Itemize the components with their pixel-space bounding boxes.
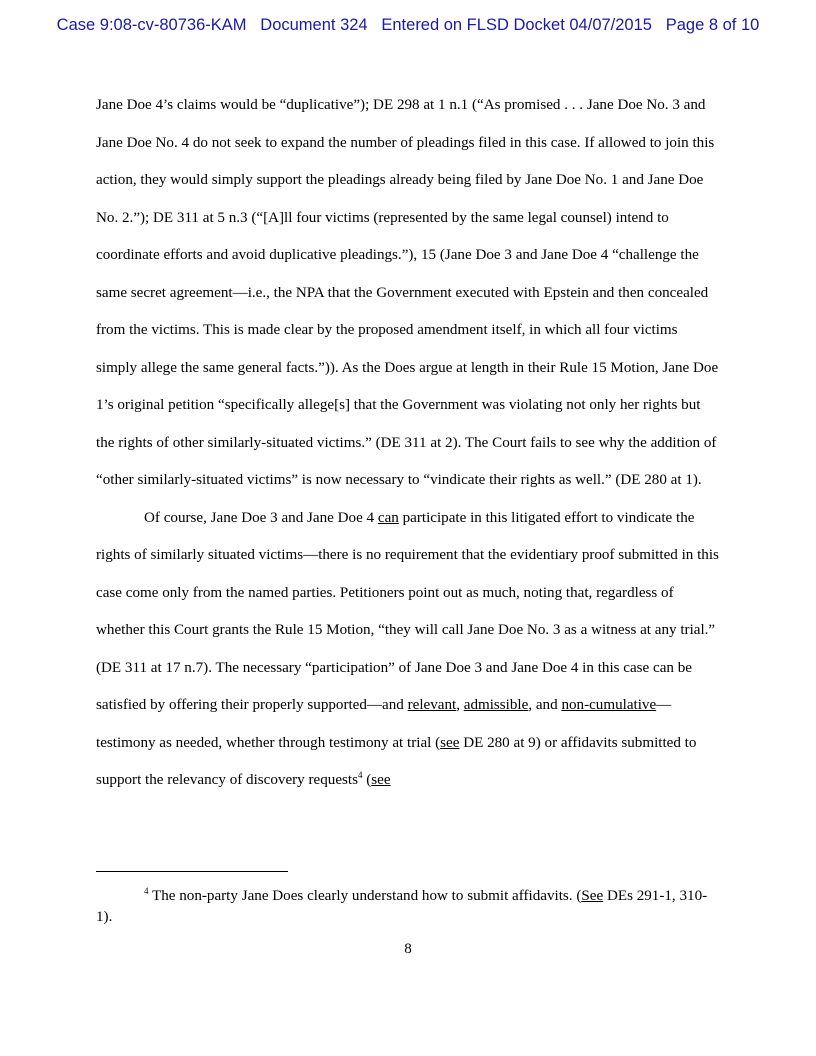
document-number: Document 324 <box>260 16 368 34</box>
p2-underline-can: can <box>377 509 399 526</box>
footnote-text-1: The non-party Jane Does clearly understand how to submit affidavits. ( <box>148 888 582 904</box>
p2-underline-see-2: see <box>371 772 391 788</box>
p2-text-2: participate in this litigated effort to vindicate the rights of similarly situated victims—there is no requirement that the evidentiary proof submitted in this case come only from the named parties. Petitioners point out as much, noting that, regardless of whether this Court grants the Rule 15 Motion, “they will call Jane Doe No. 3 as a witness at any trial.” (DE 311 at 17 n.7). The necessary “participation” of Jane Doe 3 and Jane Doe 4 in this case can be satisfied by offering their properly supported—and <box>96 509 719 713</box>
p2-underline-non-cumulative: non-cumulative <box>561 697 657 713</box>
paragraph-1-text: Jane Doe 4’s claims would be “duplicative”); DE 298 at 1 n.1 (“As promised . . . Jane Doe No. 3 and Jane Doe No. 4 do not seek to expand the number of pleadings filed in this case. If allowed to join this action, they would simply support the pleadings already being filed by Jane Doe No. 1 and Jane Doe No. 2.”); DE 311 at 5 n.3 (“[A]ll four victims (represented by the same legal counsel) intend to coordinate efforts and avoid duplicative pleadings.”), 15 (Jane Doe 3 and Jane Doe 4 “challenge the same secret agreement—i.e., the NPA that the Government executed with Epstein and then concealed from the victims. This is made clear by the proposed amendment itself, in which all four victims simply allege the same general facts.”)). As the Does argue at length in their Rule 15 Motion, Jane Doe 1’s original petition “specifically allege[s] that the Government was violating not only her rights but the rights of other similarly-situated victims.” (DE 311 at 2). The Court fails to see why the addition of “other similarly-situated victims” is now necessary to “vindicate their rights as well.” (DE 280 at 1). <box>96 97 719 488</box>
docket-header <box>0 16 816 35</box>
p2-underline-admissible: admissible <box>463 697 529 713</box>
p2-text-6: DE 280 at 9) or affidavits submitted to support the relevancy of discovery requests <box>96 734 697 788</box>
footnote-underline-see: See <box>581 888 604 904</box>
p2-underline-see: see <box>440 734 460 751</box>
p2-text-5: —testimony as needed, whether through testimony at trial ( <box>96 697 672 751</box>
paragraph-2 <box>96 500 720 800</box>
page-indicator: Page 8 of 10 <box>665 16 760 34</box>
docket-entry: Entered on FLSD Docket 04/07/2015 <box>381 16 652 34</box>
footnote-number: 4 <box>144 885 149 896</box>
footnote-4 <box>96 886 720 928</box>
p2-text-1: Of course, Jane Doe 3 and Jane Doe 4 <box>144 509 378 526</box>
case-number: Case 9:08-cv-80736-KAM <box>56 16 247 34</box>
p2-underline-relevant: relevant <box>407 697 457 713</box>
body-text <box>96 87 720 800</box>
footnote-text-2: DEs 291-1, 310-1). <box>96 888 708 925</box>
p2-text-4: , and <box>528 697 562 713</box>
page-number: 8 <box>404 941 412 957</box>
footnote-divider <box>96 871 288 872</box>
p2-text-7: ( <box>362 772 372 788</box>
p2-text-3: , <box>456 697 464 713</box>
paragraph-1 <box>96 87 720 500</box>
footnote-reference: 4 <box>357 769 363 780</box>
